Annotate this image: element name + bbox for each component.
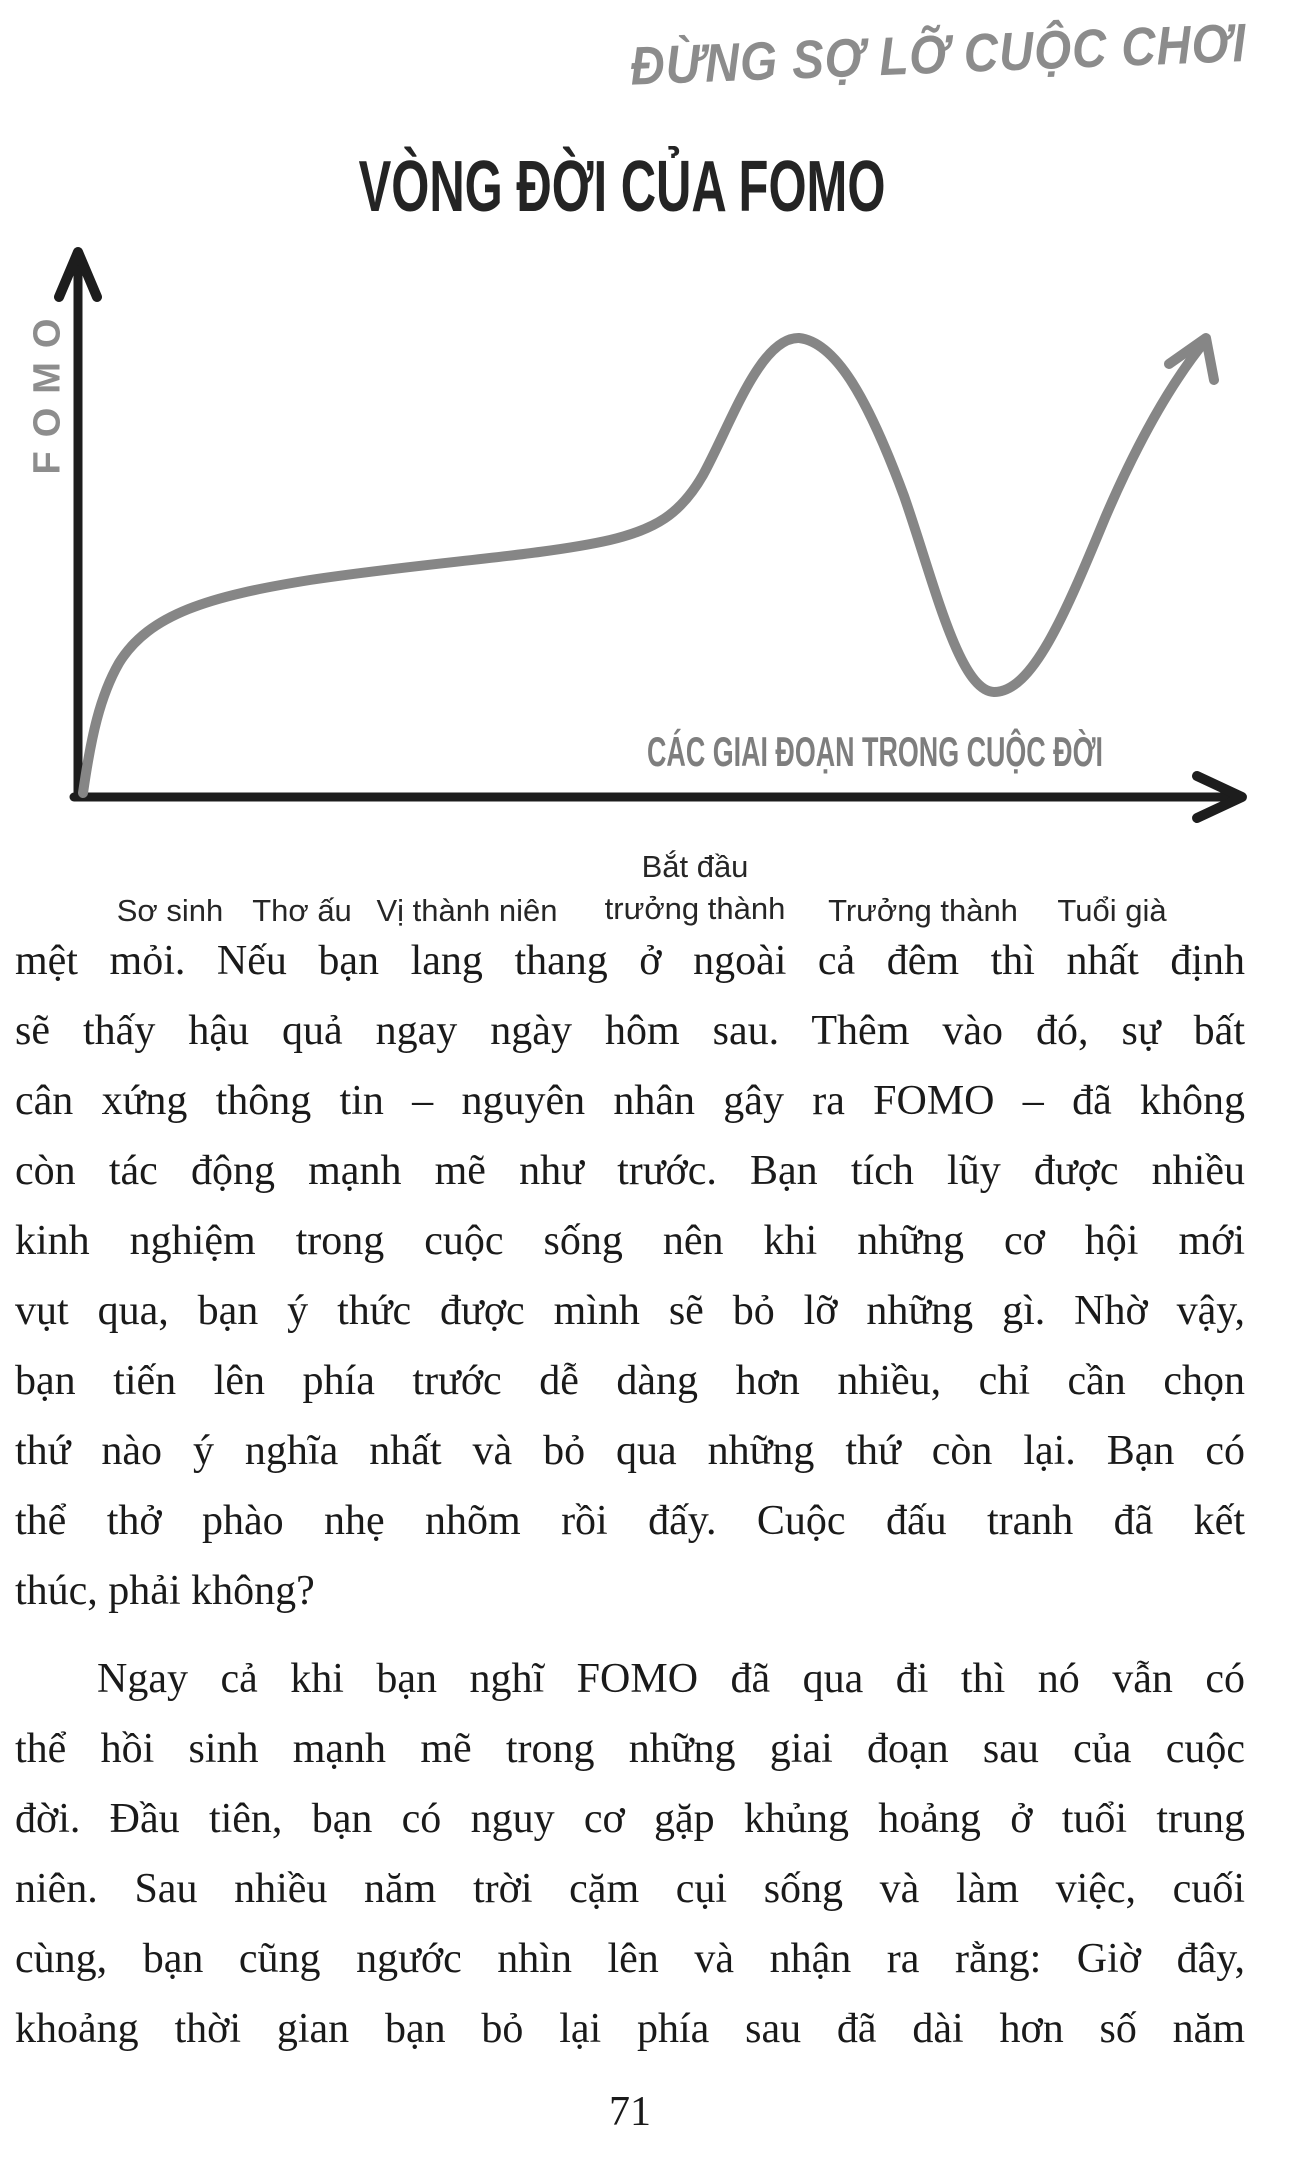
fomo-curve xyxy=(83,338,1206,793)
tick-line-1: Bắt đầu xyxy=(641,849,749,884)
tick-vi-thanh-nien: Vị thành niên xyxy=(376,893,558,928)
tick-truong-thanh: Trưởng thành xyxy=(828,893,1018,928)
text-line: bạn tiến lên phía trước dễ dàng hơn nhiều, chỉ cần chọn xyxy=(15,1358,1245,1404)
paragraph-2 xyxy=(15,1644,1245,2064)
text-line: khoảng thời gian bạn bỏ lại phía sau đã dài hơn số năm xyxy=(15,2006,1245,2052)
text-line: thể thở phào nhẹ nhõm rồi đấy. Cuộc đấu tranh đã kết xyxy=(15,1498,1245,1544)
text-line: mệt mỏi. Nếu bạn lang thang ở ngoài cả đêm thì nhất định xyxy=(15,938,1245,984)
text-line: còn tác động mạnh mẽ như trước. Bạn tích lũy được nhiều xyxy=(15,1148,1245,1194)
tick-tho-au: Thơ ấu xyxy=(252,893,352,928)
y-axis-label: FOMO xyxy=(26,304,69,475)
text-line: kinh nghiệm trong cuộc sống nên khi những cơ hội mới xyxy=(15,1218,1245,1264)
text-line: Ngay cả khi bạn nghĩ FOMO đã qua đi thì nó vẫn có xyxy=(97,1656,1245,1702)
text-line: đời. Đầu tiên, bạn có nguy cơ gặp khủng hoảng ở tuổi trung xyxy=(15,1796,1245,1842)
page-number: 71 xyxy=(609,2089,651,2135)
text-line: sẽ thấy hậu quả ngay ngày hôm sau. Thêm vào đó, sự bất xyxy=(15,1008,1245,1054)
text-line: thứ nào ý nghĩa nhất và bỏ qua những thứ còn lại. Bạn có xyxy=(15,1428,1245,1474)
running-header-text: ĐỪNG SỢ LỠ CUỘC CHƠI xyxy=(629,13,1248,97)
text-line: thúc, phải không? xyxy=(15,1568,315,1614)
text-line: vụt qua, bạn ý thức được mình sẽ bỏ lỡ những gì. Nhờ vậy, xyxy=(15,1288,1245,1334)
tick-tuoi-gia: Tuổi già xyxy=(1057,893,1167,928)
text-line: thể hồi sinh mạnh mẽ trong những giai đoạn sau của cuộc xyxy=(15,1726,1245,1772)
text-line: niên. Sau nhiều năm trời cặm cụi sống và làm việc, cuối xyxy=(15,1866,1245,1912)
tick-bat-dau-truong-thanh xyxy=(605,846,786,930)
x-axis-label-text: CÁC GIAI ĐOẠN TRONG CUỘC ĐỜI xyxy=(647,728,1103,775)
text-line: cân xứng thông tin – nguyên nhân gây ra FOMO – đã không xyxy=(15,1078,1245,1124)
chart-title-text: VÒNG ĐỜI CỦA FOMO xyxy=(358,147,886,227)
paragraph-1 xyxy=(15,926,1245,1626)
text-line: cùng, bạn cũng ngước nhìn lên và nhận ra rằng: Giờ đây, xyxy=(15,1936,1245,1982)
tick-so-sinh: Sơ sinh xyxy=(116,893,224,928)
body-text xyxy=(15,926,1245,2064)
tick-line-2: trưởng thành xyxy=(604,891,786,926)
x-axis-label xyxy=(519,728,1231,776)
